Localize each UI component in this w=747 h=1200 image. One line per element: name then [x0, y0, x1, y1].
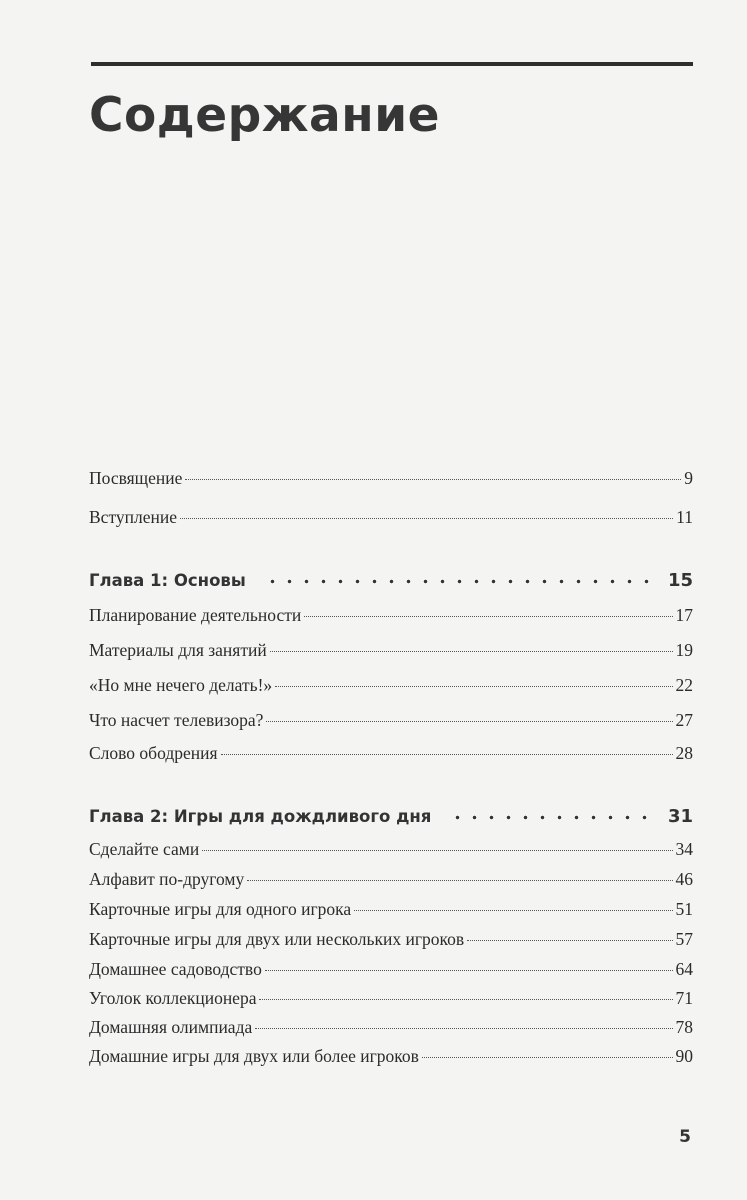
toc-entry[interactable] — [89, 710, 693, 731]
dot-leader — [265, 970, 673, 971]
toc-entry[interactable] — [89, 640, 693, 661]
toc-entry-page: 17 — [675, 605, 693, 625]
dot-leader — [275, 686, 672, 687]
toc-entry-page: 11 — [676, 507, 693, 527]
toc-entry[interactable] — [89, 468, 693, 489]
toc-chapter-entry[interactable] — [89, 806, 693, 827]
toc-entry-page: 28 — [675, 743, 693, 763]
toc-entry-label: Вступление — [89, 507, 177, 527]
toc-chapter-label: Глава 1: Основы — [89, 571, 246, 590]
toc-entry-label: Материалы для занятий — [89, 640, 267, 660]
dot-leader — [180, 518, 673, 519]
toc-entry[interactable] — [89, 869, 693, 890]
toc-entry-label: «Но мне нечего делать!» — [89, 675, 273, 695]
toc-entry-page: 51 — [675, 899, 693, 919]
toc-entry-label: Планирование деятельности — [89, 605, 302, 625]
toc-chapter-label: Глава 2: Игры для дождливого дня — [89, 807, 432, 826]
toc-entry-label: Уголок коллекционера — [89, 988, 257, 1008]
toc-entry-page: 27 — [675, 710, 693, 730]
dot-leader — [258, 579, 658, 584]
dot-leader — [443, 815, 658, 820]
toc-entry[interactable] — [89, 839, 693, 860]
toc-entry-label: Домашние игры для двух или более игроков — [89, 1046, 419, 1066]
toc-chapter-page: 15 — [667, 570, 693, 591]
toc-entry-label: Сделайте сами — [89, 839, 200, 859]
page-title: Содержание — [89, 88, 441, 143]
top-rule — [91, 62, 693, 66]
page-number: 5 — [679, 1127, 691, 1147]
dot-leader — [422, 1057, 673, 1058]
toc-entry-page: 64 — [675, 959, 693, 979]
dot-leader — [202, 850, 672, 851]
dot-leader — [185, 479, 681, 480]
toc-entry[interactable] — [89, 988, 693, 1009]
toc-chapter-entry[interactable] — [89, 570, 693, 591]
toc-entry-page: 71 — [675, 988, 693, 1008]
toc-entry-label: Карточные игры для двух или нескольких игроков — [89, 929, 465, 949]
dot-leader — [247, 880, 672, 881]
toc-entry-page: 19 — [675, 640, 693, 660]
dot-leader — [221, 754, 673, 755]
dot-leader — [354, 910, 672, 911]
dot-leader — [259, 999, 672, 1000]
toc-entry[interactable] — [89, 507, 693, 528]
toc-entry-label: Карточные игры для одного игрока — [89, 899, 352, 919]
toc-entry[interactable] — [89, 1017, 693, 1038]
toc-entry-page: 22 — [675, 675, 693, 695]
toc-chapter-page: 31 — [667, 806, 693, 827]
toc-entry-page: 46 — [675, 869, 693, 889]
toc-entry-page: 34 — [675, 839, 693, 859]
dot-leader — [270, 651, 673, 652]
toc-entry-page: 57 — [675, 929, 693, 949]
toc-entry-label: Посвящение — [89, 468, 183, 488]
toc-entry[interactable] — [89, 675, 693, 696]
toc-entry[interactable] — [89, 605, 693, 626]
toc-entry[interactable] — [89, 959, 693, 980]
toc-entry-label: Алфавит по-другому — [89, 869, 245, 889]
toc-entry-label: Что насчет телевизора? — [89, 710, 264, 730]
toc-entry-label: Домашняя олимпиада — [89, 1017, 253, 1037]
toc-entry[interactable] — [89, 929, 693, 950]
dot-leader — [304, 616, 672, 617]
toc-entry-page: 78 — [675, 1017, 693, 1037]
toc-entry[interactable] — [89, 899, 693, 920]
toc-entry-label: Домашнее садоводство — [89, 959, 262, 979]
toc-entry-page: 90 — [675, 1046, 693, 1066]
dot-leader — [255, 1028, 672, 1029]
toc-entry-page: 9 — [684, 468, 693, 488]
dot-leader — [467, 940, 672, 941]
toc-entry-label: Слово ободрения — [89, 743, 218, 763]
dot-leader — [266, 721, 672, 722]
toc-entry[interactable] — [89, 1046, 693, 1067]
toc-entry[interactable] — [89, 743, 693, 764]
